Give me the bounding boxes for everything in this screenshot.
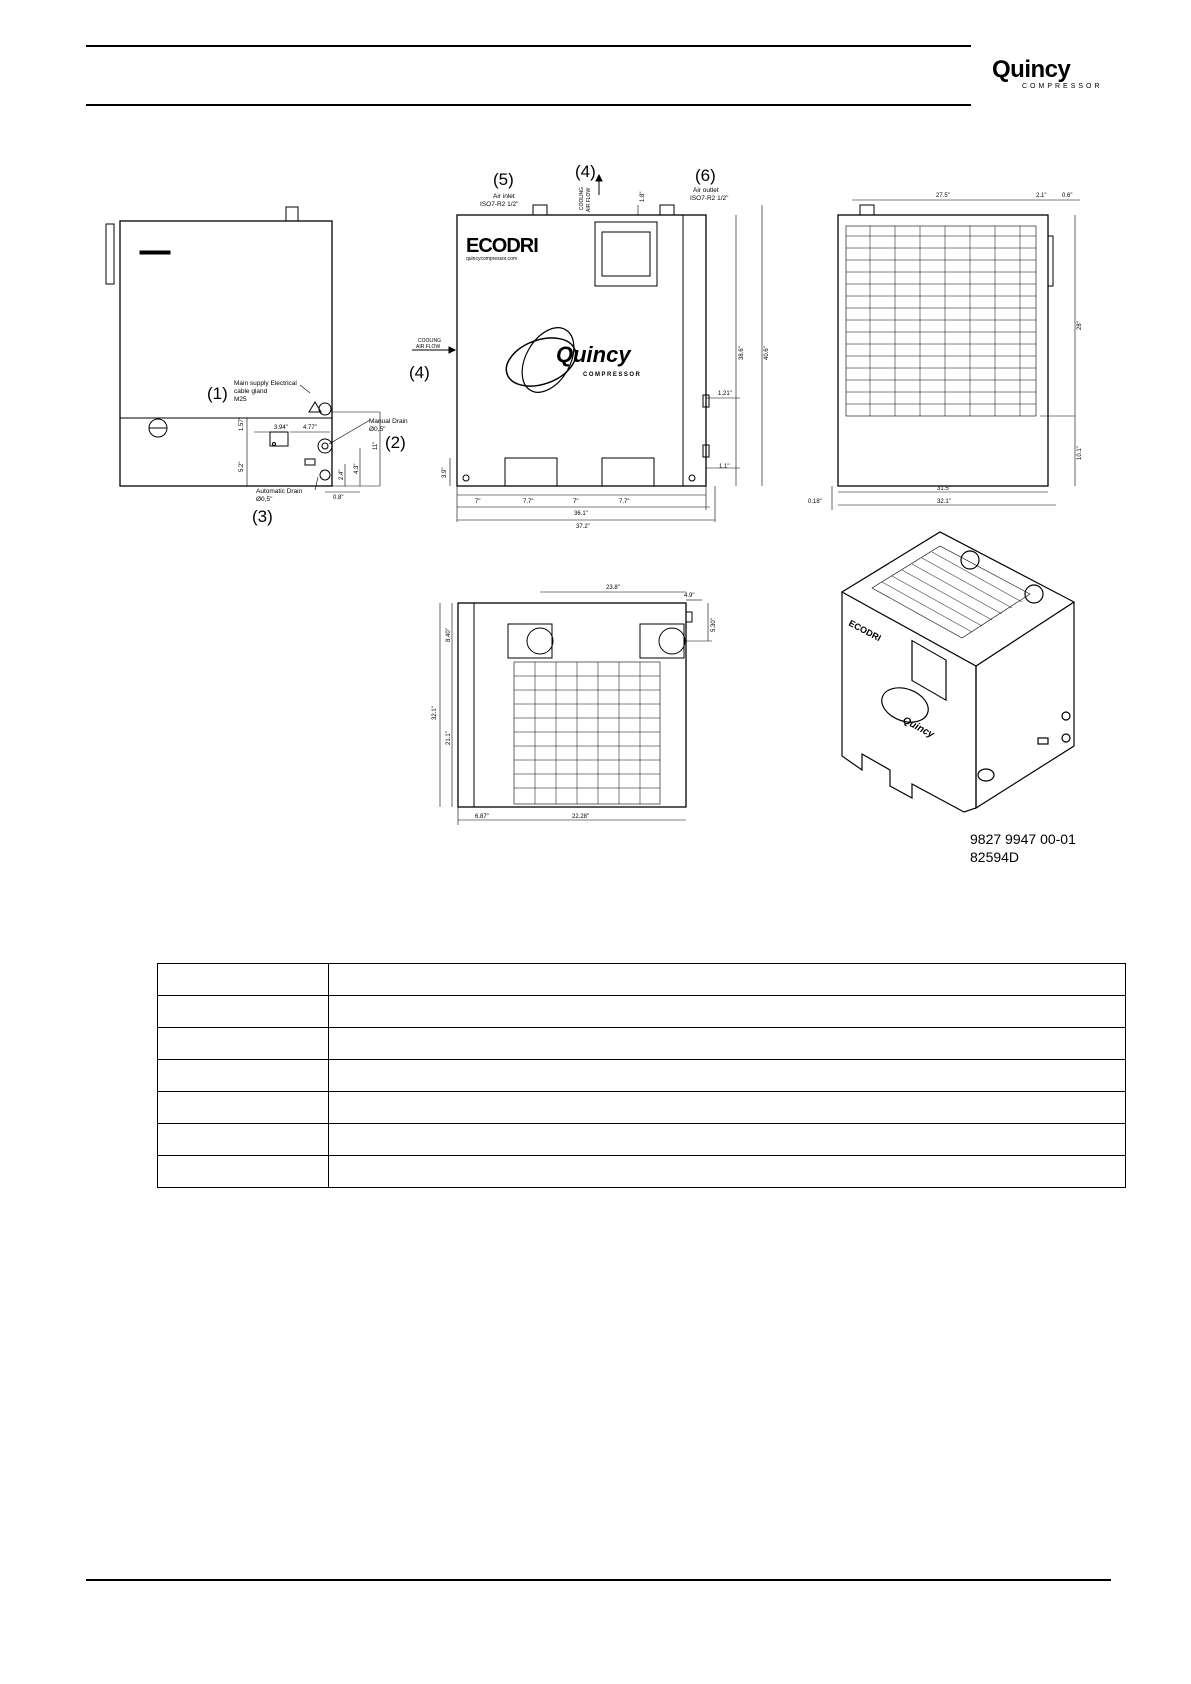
callout-4-top: (4) bbox=[575, 162, 596, 181]
dim-32-1: 32.1" bbox=[432, 706, 438, 720]
dim-2-1: 2.1" bbox=[1036, 193, 1047, 199]
cooling-label-top-2: AIR FLOW bbox=[586, 187, 592, 212]
callout-5: (5) bbox=[493, 170, 514, 189]
table-cell bbox=[158, 1060, 329, 1092]
dim-4-9: 4.9" bbox=[684, 593, 695, 599]
dim-21-1: 21.1" bbox=[446, 731, 452, 745]
manual-drain-label-1: Manual Drain bbox=[369, 418, 408, 425]
table-row bbox=[158, 1092, 1126, 1124]
quincy-panel-logo: Quincy bbox=[556, 342, 631, 367]
dim-1-1: 1.1" bbox=[719, 464, 730, 470]
dim-0-8: 0.8" bbox=[333, 495, 344, 501]
dim-10-1: 10.1" bbox=[1077, 446, 1083, 460]
dim-4-77: 4.77" bbox=[303, 425, 317, 431]
dim-36-1: 36.1" bbox=[574, 511, 588, 517]
table-cell bbox=[329, 996, 1126, 1028]
table-cell bbox=[158, 1156, 329, 1188]
document-number: 9827 9947 00-01 bbox=[970, 831, 1076, 847]
side-view-left bbox=[106, 207, 380, 492]
table-cell bbox=[329, 1028, 1126, 1060]
dim-22-28: 22.28" bbox=[572, 814, 590, 820]
ecodri-web: quincycompressor.com bbox=[466, 256, 518, 262]
dim-4-3: 4.3" bbox=[354, 463, 360, 474]
dim-5-30: 5.30" bbox=[711, 618, 717, 632]
dim-32-1-w: 32.1" bbox=[937, 499, 951, 505]
table-cell bbox=[329, 964, 1126, 996]
dim-3-9: 3.9" bbox=[442, 467, 448, 478]
table-cell bbox=[158, 996, 329, 1028]
specification-table bbox=[157, 963, 1126, 1188]
cooling-label-left-2: AIR FLOW bbox=[416, 344, 441, 350]
dim-7-7-b: 7.7" bbox=[619, 499, 630, 505]
dim-7-b: 7" bbox=[573, 499, 579, 505]
dim-1-21: 1.21" bbox=[718, 391, 732, 397]
logo-subtitle: COMPRESSOR bbox=[1022, 83, 1103, 90]
logo-wordmark: Quincy bbox=[992, 56, 1071, 83]
table-row bbox=[158, 996, 1126, 1028]
dim-7-a: 7" bbox=[475, 499, 481, 505]
table-cell bbox=[329, 1124, 1126, 1156]
dim-11: 11" bbox=[373, 441, 379, 450]
callout-6: (6) bbox=[695, 166, 716, 185]
table-cell bbox=[329, 1060, 1126, 1092]
iso-quincy-logo: Quincy bbox=[900, 714, 936, 741]
dim-40-6: 40.6" bbox=[764, 346, 770, 360]
air-outlet-label-1: Air outlet bbox=[693, 187, 719, 194]
document-revision: 82594D bbox=[970, 849, 1020, 865]
air-outlet-label-2: ISO7-R2 1/2" bbox=[690, 195, 729, 202]
document-number-block bbox=[970, 830, 1076, 866]
dim-0-18: 0.18" bbox=[808, 499, 822, 505]
dim-3-94: 3.94" bbox=[274, 425, 288, 431]
automatic-drain-label-1: Automatic Drain bbox=[256, 488, 303, 495]
dim-28: 28" bbox=[1077, 321, 1083, 330]
callout-3: (3) bbox=[252, 507, 273, 526]
iso-ecodri-brand: ECODRI bbox=[847, 617, 883, 644]
table-row bbox=[158, 1124, 1126, 1156]
compressor-panel-label: COMPRESSOR bbox=[583, 372, 642, 378]
air-inlet-label-1: Air inlet bbox=[493, 193, 515, 200]
table-cell bbox=[158, 964, 329, 996]
dim-1-8: 1.8" bbox=[640, 191, 646, 202]
dim-37-2: 37.2" bbox=[576, 524, 590, 530]
dim-2-4: 2.4" bbox=[339, 469, 345, 480]
main-supply-label-1: Main supply Electrical bbox=[234, 380, 297, 387]
dim-7-7-a: 7.7" bbox=[523, 499, 534, 505]
dim-23-8: 23.8" bbox=[606, 585, 620, 591]
side-view-right bbox=[832, 200, 1080, 510]
callout-1: (1) bbox=[207, 384, 228, 403]
table-row bbox=[158, 1028, 1126, 1060]
dim-31-5: 31.5" bbox=[937, 486, 951, 492]
automatic-drain-label-2: Ø0,5" bbox=[256, 496, 273, 503]
dim-1-57: 1.57" bbox=[239, 417, 245, 431]
dim-27-5: 27.5" bbox=[936, 193, 950, 199]
main-supply-label-2: cable gland bbox=[234, 388, 268, 395]
footer-rule bbox=[86, 1579, 1111, 1581]
dim-8-40: 8.40" bbox=[446, 628, 452, 642]
dim-0-6: 0.6" bbox=[1062, 193, 1073, 199]
air-inlet-label-2: ISO7-R2 1/2" bbox=[480, 201, 519, 208]
dim-5-2: 5.2" bbox=[239, 461, 245, 472]
callout-2: (2) bbox=[385, 433, 406, 452]
isometric-view bbox=[842, 532, 1074, 812]
table-cell bbox=[158, 1028, 329, 1060]
main-supply-label-3: M25 bbox=[234, 396, 247, 403]
table-cell bbox=[329, 1092, 1126, 1124]
table-row bbox=[158, 964, 1126, 996]
table-cell bbox=[158, 1124, 329, 1156]
table-row bbox=[158, 1156, 1126, 1188]
callout-4-left: (4) bbox=[409, 363, 430, 382]
manual-drain-label-2: Ø0,5" bbox=[369, 426, 386, 433]
table-cell bbox=[158, 1092, 329, 1124]
dim-6-87: 6.87" bbox=[475, 814, 489, 820]
table-cell bbox=[329, 1156, 1126, 1188]
cooling-label-top-1: COOLING bbox=[579, 186, 585, 210]
table-row bbox=[158, 1060, 1126, 1092]
cooling-label-left-1: COOLING bbox=[418, 338, 442, 344]
ecodri-brand: ECODRI bbox=[466, 235, 538, 257]
dim-38-6: 38.6" bbox=[739, 346, 745, 360]
top-view bbox=[440, 592, 712, 825]
